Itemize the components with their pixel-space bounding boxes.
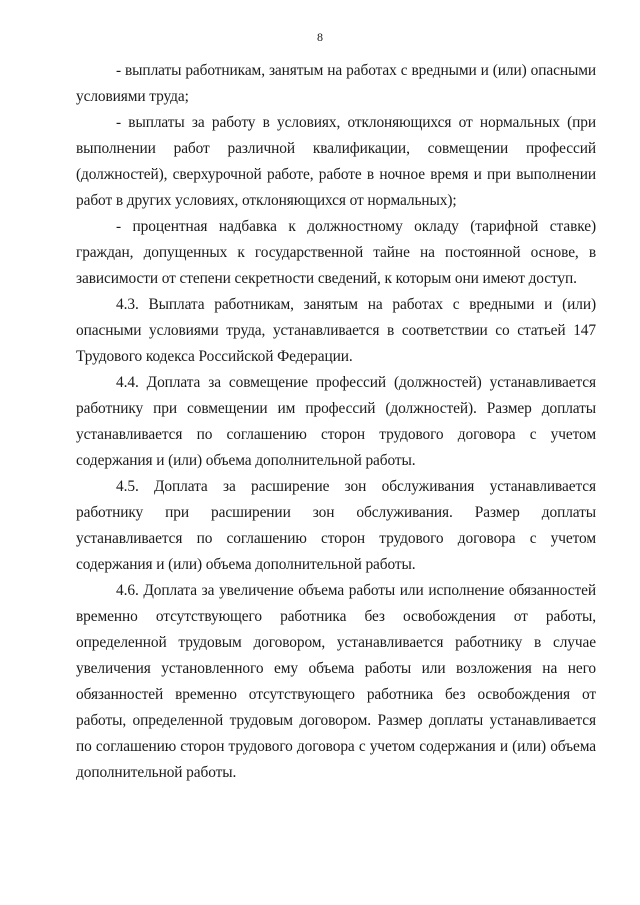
paragraph-section-4-6: 4.6. Доплата за увеличение объема работы или исполнение обязанностей временно отсутствующего работника без освобождения от работы, определенной трудовым договором, устанавливается работнику в случае увеличения установленного ему объема работы или возложения на него обязанностей временно отсутствующего работника без освобождения от работы, определенной трудовым договором. Размер доплаты устанавливается по соглашению сторон трудового договора с учетом содержания и (или) объема дополнительной работы. bbox=[76, 582, 596, 781]
paragraph-payment-abnormal-conditions: - выплаты за работу в условиях, отклоняющихся от нормальных (при выполнении работ различной квалификации, совмещении профессий (должностей), сверхурочной работе, работе в ночное время и при выполнении работ в других условиях, отклоняющихся от нормальных); bbox=[76, 114, 596, 209]
paragraph-section-4-4: 4.4. Доплата за совмещение профессий (должностей) устанавливается работнику при совмещении им профессий (должностей). Размер доплаты устанавливается по соглашению сторон трудового договора с учетом содержания и (или) объема дополнительной работы. bbox=[76, 374, 596, 469]
paragraph-section-4-5: 4.5. Доплата за расширение зон обслуживания устанавливается работнику при расширении зон обслуживания. Размер доплаты устанавливается по соглашению сторон трудового договора с учетом содержания и (или) объема дополнительной работы. bbox=[76, 478, 596, 573]
page-number: 8 bbox=[317, 30, 323, 44]
paragraph-state-secret-allowance: - процентная надбавка к должностному окладу (тарифной ставке) граждан, допущенных к государственной тайне на постоянной основе, в зависимости от степени секретности сведений, к которым они имеют доступ. bbox=[76, 218, 596, 287]
paragraph-section-4-3: 4.3. Выплата работникам, занятым на работах с вредными и (или) опасными условиями труда, устанавливается в соответствии со статьей 147 Трудового кодекса Российской Федерации. bbox=[76, 296, 596, 365]
paragraph-payment-harmful-conditions: - выплаты работникам, занятым на работах с вредными и (или) опасными условиями труда; bbox=[76, 62, 596, 105]
document-body bbox=[76, 58, 596, 786]
